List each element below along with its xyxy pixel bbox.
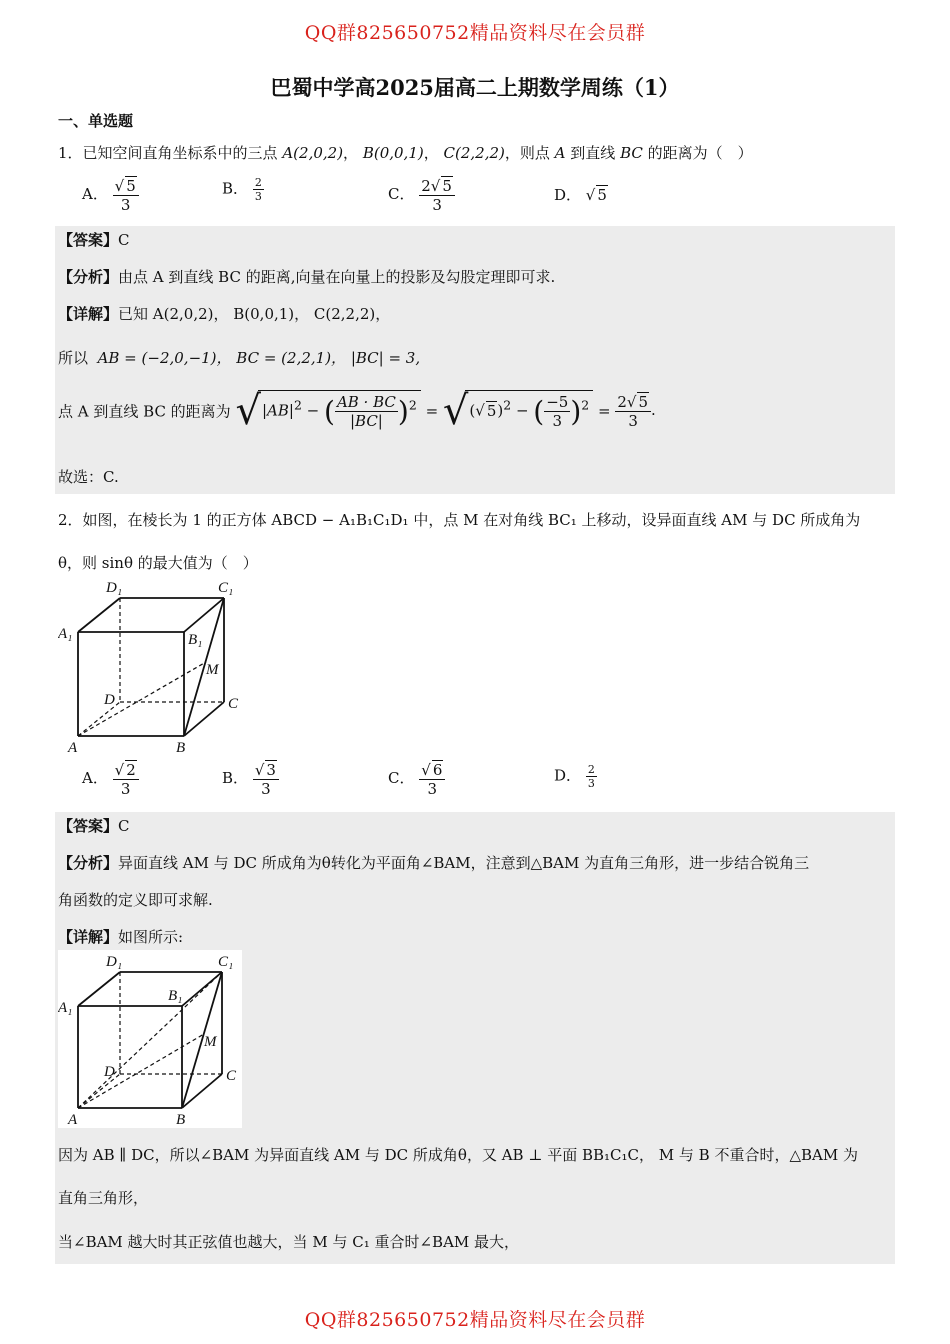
q2-stem-line-2: θ，则 sinθ 的最大值为（ ） — [58, 554, 258, 572]
q2-detail-3: 直角三角形， — [58, 1189, 149, 1207]
q2-option-b[interactable]: B． $\frac{√ 3}{3}$ — [222, 760, 279, 798]
q1-answer: 【答案】C — [58, 231, 130, 249]
label2-D1: D₁ — [106, 954, 123, 970]
q2-detail-1: 【详解】如图所示: — [58, 928, 184, 946]
label-C: C — [228, 696, 239, 712]
q2-analysis-2: 角函数的定义即可求解. — [58, 891, 213, 909]
label2-A1: A₁ — [58, 1000, 73, 1016]
q2-option-c[interactable]: C． $\frac{√ 6}{3}$ — [388, 760, 445, 798]
label-A1: A₁ — [58, 626, 73, 642]
q1-option-a[interactable]: A． $\frac{√ 5}{3}$ — [82, 176, 139, 214]
section-heading: 一、单选题 — [58, 112, 134, 130]
q1-option-b[interactable]: B． $\frac{2}{3}$ — [222, 176, 262, 203]
q1-option-c[interactable]: C． $\frac{2√ 5}{3}$ — [388, 176, 455, 214]
label2-B1: B₁ — [168, 988, 183, 1004]
q2-option-d[interactable]: D． $\frac{2}{3}$ — [554, 763, 595, 790]
q1-detail-3: 点 A 到直线 BC 的距离为 $√|AB|^2$ − ( $\frac{AB \cdot BC}{|BC|}$ )$^2$ = √(√ 5)$^2$ − ( $\frac{-5}{3}$ )$^2$ = $\frac{2√ 5}{3}$ . — [58, 388, 656, 434]
q2-option-a[interactable]: A． $\frac{√ 2}{3}$ — [82, 760, 139, 798]
q1-detail-1: 【详解】已知 A(2,0,2)， B(0,0,1)， C(2,2,2)， — [58, 305, 391, 323]
q2-solution-cube-figure — [58, 950, 242, 1128]
q1-detail-2: 所以 AB = (−2,0,−1)， BC = (2,2,1)， |BC| = 3, — [58, 349, 421, 367]
label-C1: C₁ — [218, 580, 234, 596]
label-B: B — [176, 740, 186, 756]
top-banner: QQ群825650752精品资料尽在会员群 — [304, 22, 646, 44]
label2-M: M — [204, 1034, 217, 1050]
label-D: D — [104, 692, 115, 708]
q1-option-d[interactable]: D． √ 5 — [554, 186, 607, 204]
label2-D: D — [104, 1064, 115, 1080]
label-M: M — [206, 662, 219, 678]
q2-cube-figure — [58, 576, 248, 758]
q2-detail-4: 当∠BAM 越大时其正弦值也越大，当 M 与 C₁ 重合时∠BAM 最大， — [58, 1233, 520, 1251]
label2-C1: C₁ — [218, 954, 234, 970]
label-B1: B₁ — [188, 632, 203, 648]
q2-stem-line-1: 2．如图，在棱长为 1 的正方体 ABCD − A₁B₁C₁D₁ 中，点 M 在对角线 BC₁ 上移动，设异面直线 AM 与 DC 所成角为 — [58, 511, 861, 529]
q1-analysis: 【分析】由点 A 到直线 BC 的距离,向量在向量上的投影及勾股定理即可求. — [58, 268, 556, 286]
bottom-banner: QQ群825650752精品资料尽在会员群 — [304, 1309, 646, 1331]
q1-conclusion: 故选：C. — [58, 468, 119, 486]
label-A: A — [68, 740, 78, 756]
page-title: 巴蜀中学高2025届高二上期数学周练（1） — [270, 75, 680, 100]
label-D1: D₁ — [106, 580, 123, 596]
label2-A: A — [68, 1112, 78, 1128]
q2-analysis-1: 【分析】异面直线 AM 与 DC 所成角为θ转化为平面角∠BAM，注意到△BAM 为直角三角形，进一步结合锐角三 — [58, 854, 810, 872]
q2-detail-2: 因为 AB ∥ DC，所以∠BAM 为异面直线 AM 与 DC 所成角θ，又 AB ⊥ 平面 BB₁C₁C， M 与 B 不重合时，△BAM 为 — [58, 1146, 858, 1164]
label2-B: B — [176, 1112, 186, 1128]
label2-C: C — [226, 1068, 237, 1084]
q1-stem: 1．已知空间直角坐标系中的三点 A(2,0,2)， B(0,0,1)， C(2,2,2)，则点 A 到直线 BC 的距离为（ ） — [58, 144, 753, 162]
q2-answer: 【答案】C — [58, 817, 130, 835]
